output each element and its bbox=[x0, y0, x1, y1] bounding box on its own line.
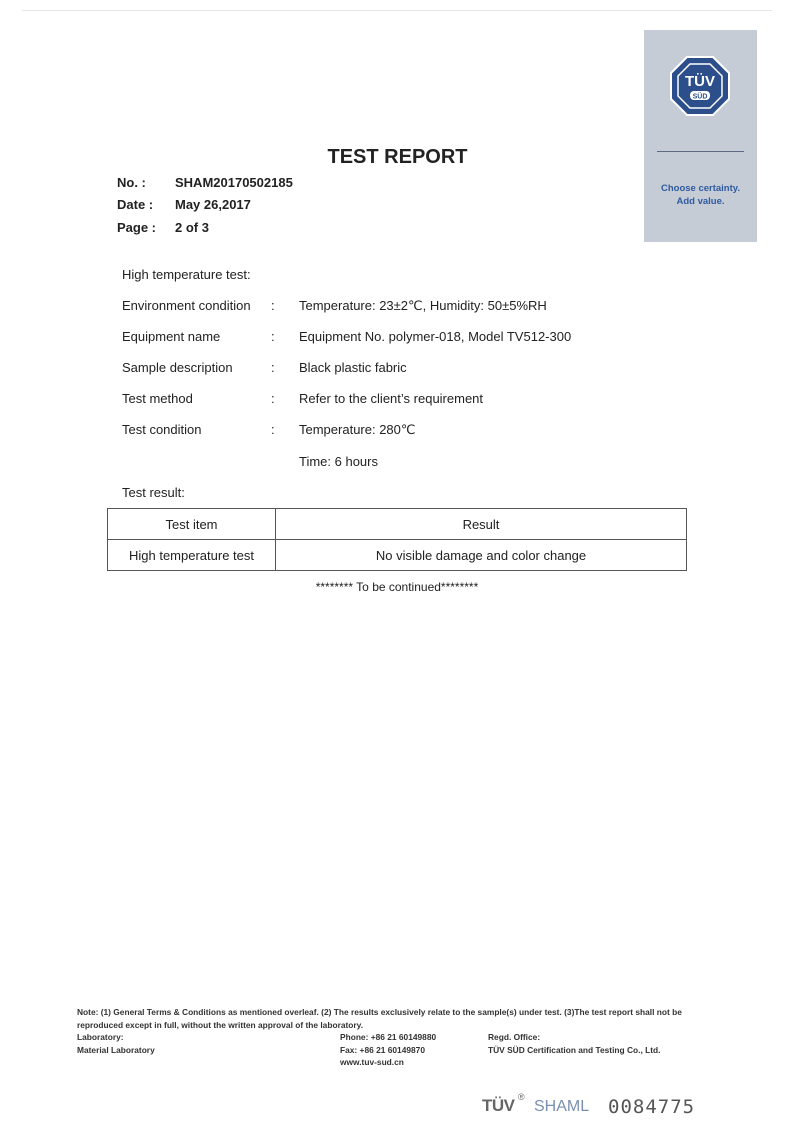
sample-description-label: Sample description bbox=[122, 360, 233, 375]
environment-condition-value: Temperature: 23±2℃, Humidity: 50±5%RH bbox=[299, 298, 547, 313]
row-colon: : bbox=[271, 298, 275, 313]
registered-mark: ® bbox=[518, 1092, 525, 1102]
to-be-continued: ******** To be continued******** bbox=[315, 580, 479, 594]
footer-laboratory-value: Material Laboratory bbox=[77, 1045, 155, 1055]
logo-subtext: SÜD bbox=[692, 93, 708, 101]
table-header-row bbox=[108, 509, 687, 540]
report-date-value: May 26,2017 bbox=[175, 197, 251, 212]
footer-note-line-2: reproduced except in full, without the written approval of the laboratory. bbox=[77, 1020, 364, 1030]
tuv-logo-icon bbox=[669, 55, 731, 117]
table-header-result: Result bbox=[276, 509, 687, 540]
row-colon: : bbox=[271, 391, 275, 406]
tagline-line-1: Choose certainty. bbox=[660, 183, 740, 194]
brand-tagline bbox=[644, 182, 757, 208]
footer-phone: Phone: +86 21 60149880 bbox=[340, 1032, 437, 1042]
test-condition-value: Temperature: 280℃ bbox=[299, 422, 416, 437]
report-page-label: Page : bbox=[117, 220, 157, 235]
equipment-name-label: Equipment name bbox=[122, 329, 221, 344]
report-title: TEST REPORT bbox=[327, 146, 468, 168]
test-method-label: Test method bbox=[122, 391, 193, 406]
footer-office-label: Regd. Office: bbox=[488, 1032, 541, 1042]
brand-divider bbox=[657, 151, 744, 152]
footer-laboratory-label: Laboratory: bbox=[77, 1032, 124, 1042]
table-header-test-item: Test item bbox=[108, 509, 276, 540]
footer-fax: Fax: +86 21 60149870 bbox=[340, 1045, 425, 1055]
serial-number: 0084775 bbox=[608, 1096, 696, 1118]
report-date-label: Date : bbox=[117, 197, 154, 212]
results-table bbox=[107, 508, 687, 571]
report-number-value: SHAM20170502185 bbox=[175, 175, 293, 190]
test-duration-value: Time: 6 hours bbox=[299, 454, 378, 469]
table-cell-result: No visible damage and color change bbox=[276, 540, 687, 571]
test-condition-label: Test condition bbox=[122, 422, 202, 437]
bottom-code: SHAML bbox=[534, 1098, 590, 1115]
report-number-label: No. : bbox=[117, 175, 146, 190]
sample-description-value: Black plastic fabric bbox=[299, 360, 407, 375]
test-heading: High temperature test: bbox=[122, 267, 251, 282]
footer-note-line-1: Note: (1) General Terms & Conditions as mentioned overleaf. (2) The results exclusively relate to the sample(s) under test. (3)The test report shall not be bbox=[77, 1007, 682, 1017]
table-cell-test-item: High temperature test bbox=[108, 540, 276, 571]
top-divider bbox=[22, 10, 772, 11]
environment-condition-label: Environment condition bbox=[122, 298, 251, 313]
row-colon: : bbox=[271, 422, 275, 437]
equipment-name-value: Equipment No. polymer-018, Model TV512-300 bbox=[299, 329, 572, 344]
row-colon: : bbox=[271, 329, 275, 344]
bottom-tuv-logo: TÜV bbox=[482, 1096, 515, 1115]
test-result-heading: Test result: bbox=[122, 485, 185, 500]
report-page-value: 2 of 3 bbox=[175, 220, 209, 235]
tagline-line-2: Add value. bbox=[676, 196, 725, 207]
tuv-brand-panel bbox=[644, 30, 757, 242]
row-colon: : bbox=[271, 360, 275, 375]
footer-office-value: TÜV SÜD Certification and Testing Co., Ltd. bbox=[488, 1045, 661, 1055]
logo-text: TÜV bbox=[685, 73, 715, 90]
footer-website: www.tuv-sud.cn bbox=[340, 1057, 404, 1067]
table-row bbox=[108, 540, 687, 571]
test-method-value: Refer to the client’s requirement bbox=[299, 391, 484, 406]
